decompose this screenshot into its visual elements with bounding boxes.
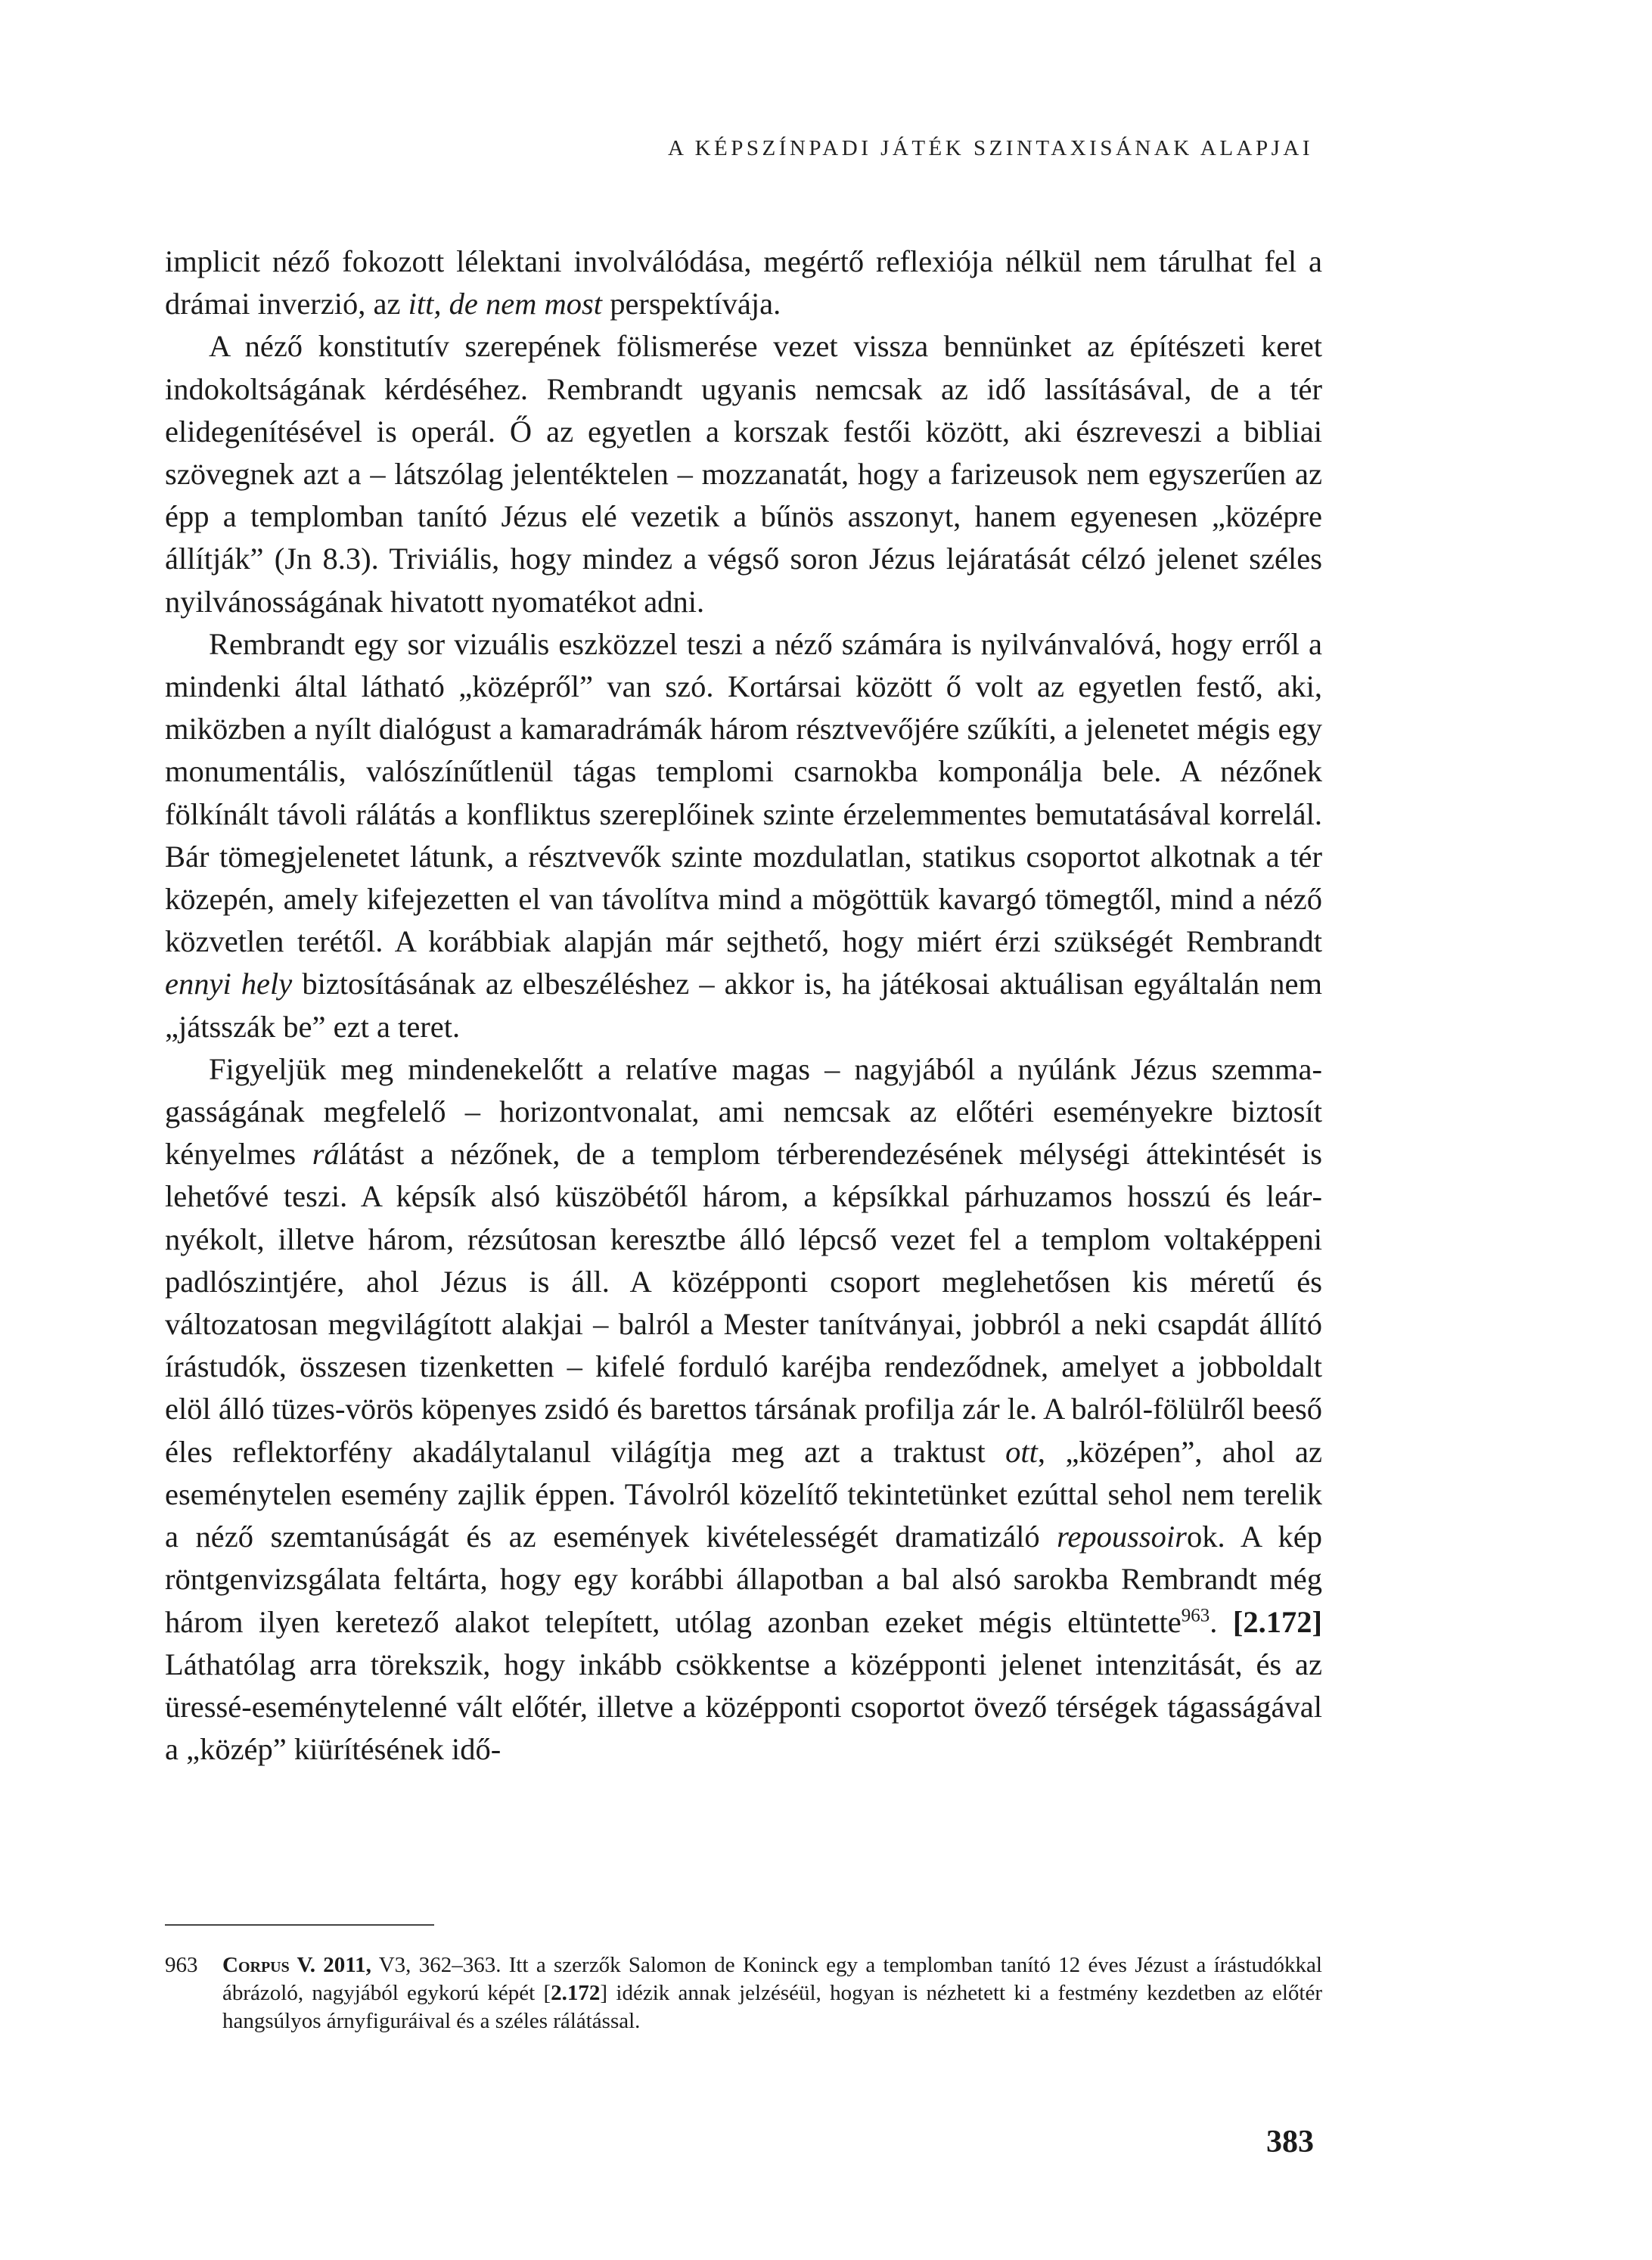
italic-text: ott bbox=[1005, 1434, 1038, 1469]
text-run: ok. A kép röntgenvizsgálata feltárta, hogy egy korábbi állapotban a bal alsó sarokba Rembrandt még három ilyen keretező alakot telepített, utólag azonban ezeket mégis eltüntette bbox=[165, 1520, 1322, 1639]
bold-reference: 2.172 bbox=[551, 1981, 601, 2005]
text-run: Láthatólag arra törekszik, hogy inkább csökkentse a középponti jelenet intenzitását, és az üressé-eseménytelenné vált előtér, illetve a középponti csoportot övező térségek tágasságával a „közép” kiürítésének idő- bbox=[165, 1647, 1322, 1767]
text-run: V3, 362–363. Itt a szerzők Salomon de Koninck egy a templomban tanító 12 éves Jézust a írástudókkal ábrázoló, nagyjából egykorú képét [ bbox=[222, 1953, 1322, 2005]
footnote-number: 963 bbox=[165, 1953, 198, 1977]
italic-text: rá bbox=[312, 1137, 340, 1172]
citation-source: Corpus V. 2011, bbox=[222, 1953, 371, 1977]
text-run: látást a nézőnek, de a templom térberendezésének mélységi áttekintését is lehetővé teszi. A képsík alsó küszöbétől három, a képsíkkal párhuzamos hosszú és leárnyékolt, illetve három, rézsútosan keresztbe álló lépcső vezet fel a templom voltaképpeni padlószintjére, ahol Jézus is áll. A középponti csoport meglehetősen kis méretű és változatosan megvilágított alakjai – balról a Mester tanítványai, jobbról a neki csapdát állító írástudók, összesen tizenketten – kifelé forduló karéjba rendeződnek, amelyet a jobboldalt elöl álló tüzes-vörös köpenyes zsidó és barettos társának profilja zár le. A balról-fölülről beeső éles reflektorfény akadálytalanul világítja meg azt a traktust bbox=[165, 1137, 1322, 1469]
running-head: A KÉPSZÍNPADI JÁTÉK SZINTAXISÁNAK ALAPJAI bbox=[668, 136, 1313, 160]
footnote bbox=[165, 1951, 1322, 2035]
body-text bbox=[165, 241, 1322, 1771]
text-run: , „középen”, ahol az eseménytelen esemény zajlik éppen. Távolról közelítő tekintetünket ezúttal sehol nem terelik a néző szemtanúságát és az események kivételességét dramatizáló bbox=[165, 1434, 1323, 1554]
italic-text: repoussoir bbox=[1057, 1520, 1187, 1554]
text-run: perspektívája. bbox=[602, 287, 781, 321]
paragraph bbox=[165, 325, 1322, 622]
italic-text: itt, de nem most bbox=[408, 287, 603, 321]
text-run: Figyeljük meg mindenekelőtt a relatíve magas – nagyjából a nyúlánk Jézus szemmagasságának megfelelő – horizontvonalat, ami nemcsak az előtéri eseményekre biztosít kényelmes bbox=[165, 1051, 1322, 1172]
footnote-ref: 963 bbox=[1181, 1605, 1210, 1625]
text-run: biztosításának az elbeszéléshez – akkor is, ha játékosai aktuálisan egyáltalán nem „játsszák be” ezt a teret. bbox=[165, 967, 1322, 1044]
text-run: Rembrandt egy sor vizuális eszközzel teszi a néző számára is nyilvánvalóvá, hogy erről a mindenki által látható „középről” van szó. Kortársai között ő volt az egyetlen festő, aki, miközben a nyílt dialógust a kamaradrámák három résztvevőjére szűkíti, a jelenetet mégis egy monumentális, valószínűtlenül tágas templomi csarnokba komponálja bele. A nézőnek fölkínált távoli rálátás a konfliktus szereplőinek szinte érzelemmentes bemutatásával korrelál. Bár tömegjelenetet látunk, a résztvevők szinte mozdulatlan, statikus csoportot alkotnak a tér közepén, amely kifejezetten el van távolítva mind a mögöttük kavargó tömegtől, mind a néző közvetlen terétől. A korábbiak alapján már sejthető, hogy miért érzi szükségét Rembrandt bbox=[165, 626, 1322, 959]
text-run: ] idézik annak jelzéséül, hogyan is nézhetett ki a festmény kezdetben az előtér hangsúlyos árnyfiguráival és a széles rálátással. bbox=[222, 1981, 1322, 2033]
footnote-separator bbox=[165, 1924, 434, 1926]
page-number: 383 bbox=[1266, 2125, 1314, 2159]
text-run: implicit néző fokozott lélektani involválódása, megértő reflexiója nélkül nem tárulhat fel a drámai inverzió, az bbox=[165, 244, 1322, 321]
paragraph bbox=[165, 1048, 1322, 1771]
paragraph bbox=[165, 623, 1322, 1048]
italic-text: ennyi hely bbox=[165, 967, 293, 1001]
paragraph bbox=[165, 241, 1322, 325]
text-run: A néző konstitutív szerepének fölismerése vezet vissza bennünket az építészeti keret indokoltságának kérdéséhez. Rembrandt ugyanis nemcsak az idő lassításával, de a tér elidegenítésével is operál. Ő az egyetlen a korszak festői között, aki észreveszi a bibliai szövegnek azt a – látszólag jelentéktelen – mozzanatát, hogy a farizeusok nem egyszerűen az épp a templomban tanító Jézus elé vezetik a bűnös asszonyt, hanem egyenesen „középre állítják” (Jn 8.3). Triviális, hogy mindez a végső soron Jézus lejáratását célzó jelenet széles nyilvánosságának hivatott nyomatékot adni. bbox=[165, 329, 1322, 619]
text-run: . bbox=[1210, 1604, 1233, 1639]
footnote-text bbox=[222, 1951, 1322, 2035]
bold-reference: [2.172] bbox=[1232, 1604, 1323, 1639]
